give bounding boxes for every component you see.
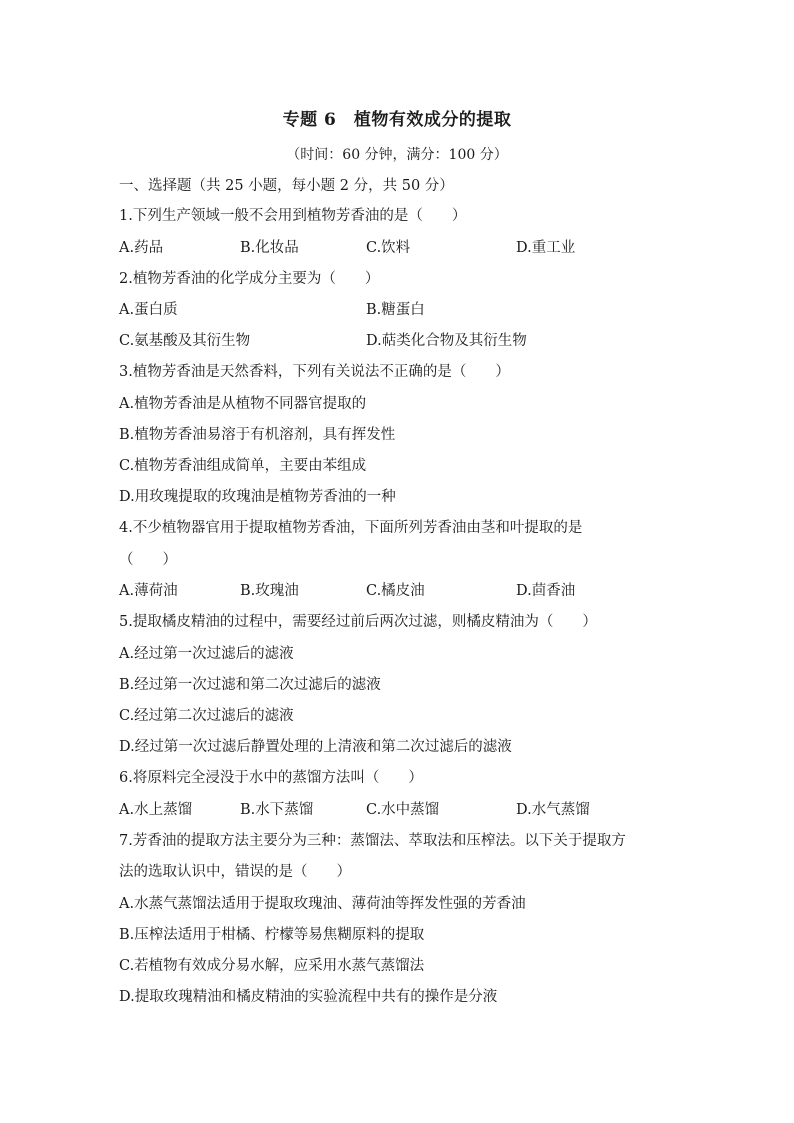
question-7-stem: 7.芳香油的提取方法主要分为三种：蒸馏法、萃取法和压榨法。以下关于提取方 (119, 833, 626, 849)
question-3-option-b: B.植物芳香油易溶于有机溶剂，具有挥发性 (119, 427, 396, 443)
question-3-stem: 3.植物芳香油是天然香料，下列有关说法不正确的是（ ） (119, 364, 510, 380)
question-7-option-d: D.提取玫瑰精油和橘皮精油的实验流程中共有的操作是分液 (119, 989, 498, 1005)
section-heading: 一、选择题（共 25 小题，每小题 2 分，共 50 分） (119, 178, 454, 194)
question-6-option-b: B.水下蒸馏 (240, 802, 314, 818)
question-4-option-d: D.茴香油 (516, 583, 576, 599)
question-5-option-a: A.经过第一次过滤后的滤液 (119, 646, 294, 662)
question-6-option-a: A.水上蒸馏 (119, 802, 193, 818)
question-1-option-d: D.重工业 (516, 240, 576, 256)
question-3-option-a: A.植物芳香油是从植物不同器官提取的 (119, 396, 367, 412)
question-5-option-d: D.经过第一次过滤后静置处理的上清液和第二次过滤后的滤液 (119, 739, 512, 755)
question-5-option-b: B.经过第一次过滤和第二次过滤后的滤液 (119, 677, 381, 693)
question-2-option-a: A.蛋白质 (119, 302, 178, 318)
question-1-stem: 1.下列生产领域一般不会用到植物芳香油的是（ ） (119, 208, 467, 224)
question-5-stem: 5.提取橘皮精油的过程中，需要经过前后两次过滤，则橘皮精油为（ ） (119, 614, 597, 630)
question-1-option-b: B.化妆品 (240, 240, 299, 256)
question-5-option-c: C.经过第二次过滤后的滤液 (119, 708, 294, 724)
question-6-option-c: C.水中蒸馏 (366, 802, 440, 818)
question-4-option-a: A.薄荷油 (119, 583, 178, 599)
question-2-option-c: C.氨基酸及其衍生物 (119, 333, 251, 349)
question-7-stem-continued: 法的选取认识中，错误的是（ ） (119, 864, 351, 880)
question-1-option-c: C.饮料 (366, 240, 411, 256)
question-7-option-b: B.压榨法适用于柑橘、柠檬等易焦糊原料的提取 (119, 927, 425, 943)
question-4-option-c: C.橘皮油 (366, 583, 425, 599)
question-3-option-d: D.用玫瑰提取的玫瑰油是植物芳香油的一种 (119, 489, 396, 505)
question-6-option-d: D.水气蒸馏 (516, 802, 590, 818)
question-7-option-c: C.若植物有效成分易水解，应采用水蒸气蒸馏法 (119, 958, 425, 974)
question-4-stem: 4.不少植物器官用于提取植物芳香油，下面所列芳香油由茎和叶提取的是 (119, 520, 583, 536)
question-7-option-a: A.水蒸气蒸馏法适用于提取玫瑰油、薄荷油等挥发性强的芳香油 (119, 896, 526, 912)
question-6-stem: 6.将原料完全浸没于水中的蒸馏方法叫（ ） (119, 770, 423, 786)
question-2-stem: 2.植物芳香油的化学成分主要为（ ） (119, 271, 380, 287)
question-1-option-a: A.药品 (119, 240, 164, 256)
question-4-option-b: B.玫瑰油 (240, 583, 299, 599)
question-2-option-d: D.萜类化合物及其衍生物 (366, 333, 527, 349)
exam-info: （时间：60 分钟，满分：100 分） (286, 147, 508, 163)
question-2-option-b: B.糖蛋白 (366, 302, 425, 318)
question-3-option-c: C.植物芳香油组成简单，主要由苯组成 (119, 458, 367, 474)
question-4-stem-continued: （ ） (119, 552, 177, 568)
document-title: 专题 6 植物有效成分的提取 (282, 110, 512, 130)
